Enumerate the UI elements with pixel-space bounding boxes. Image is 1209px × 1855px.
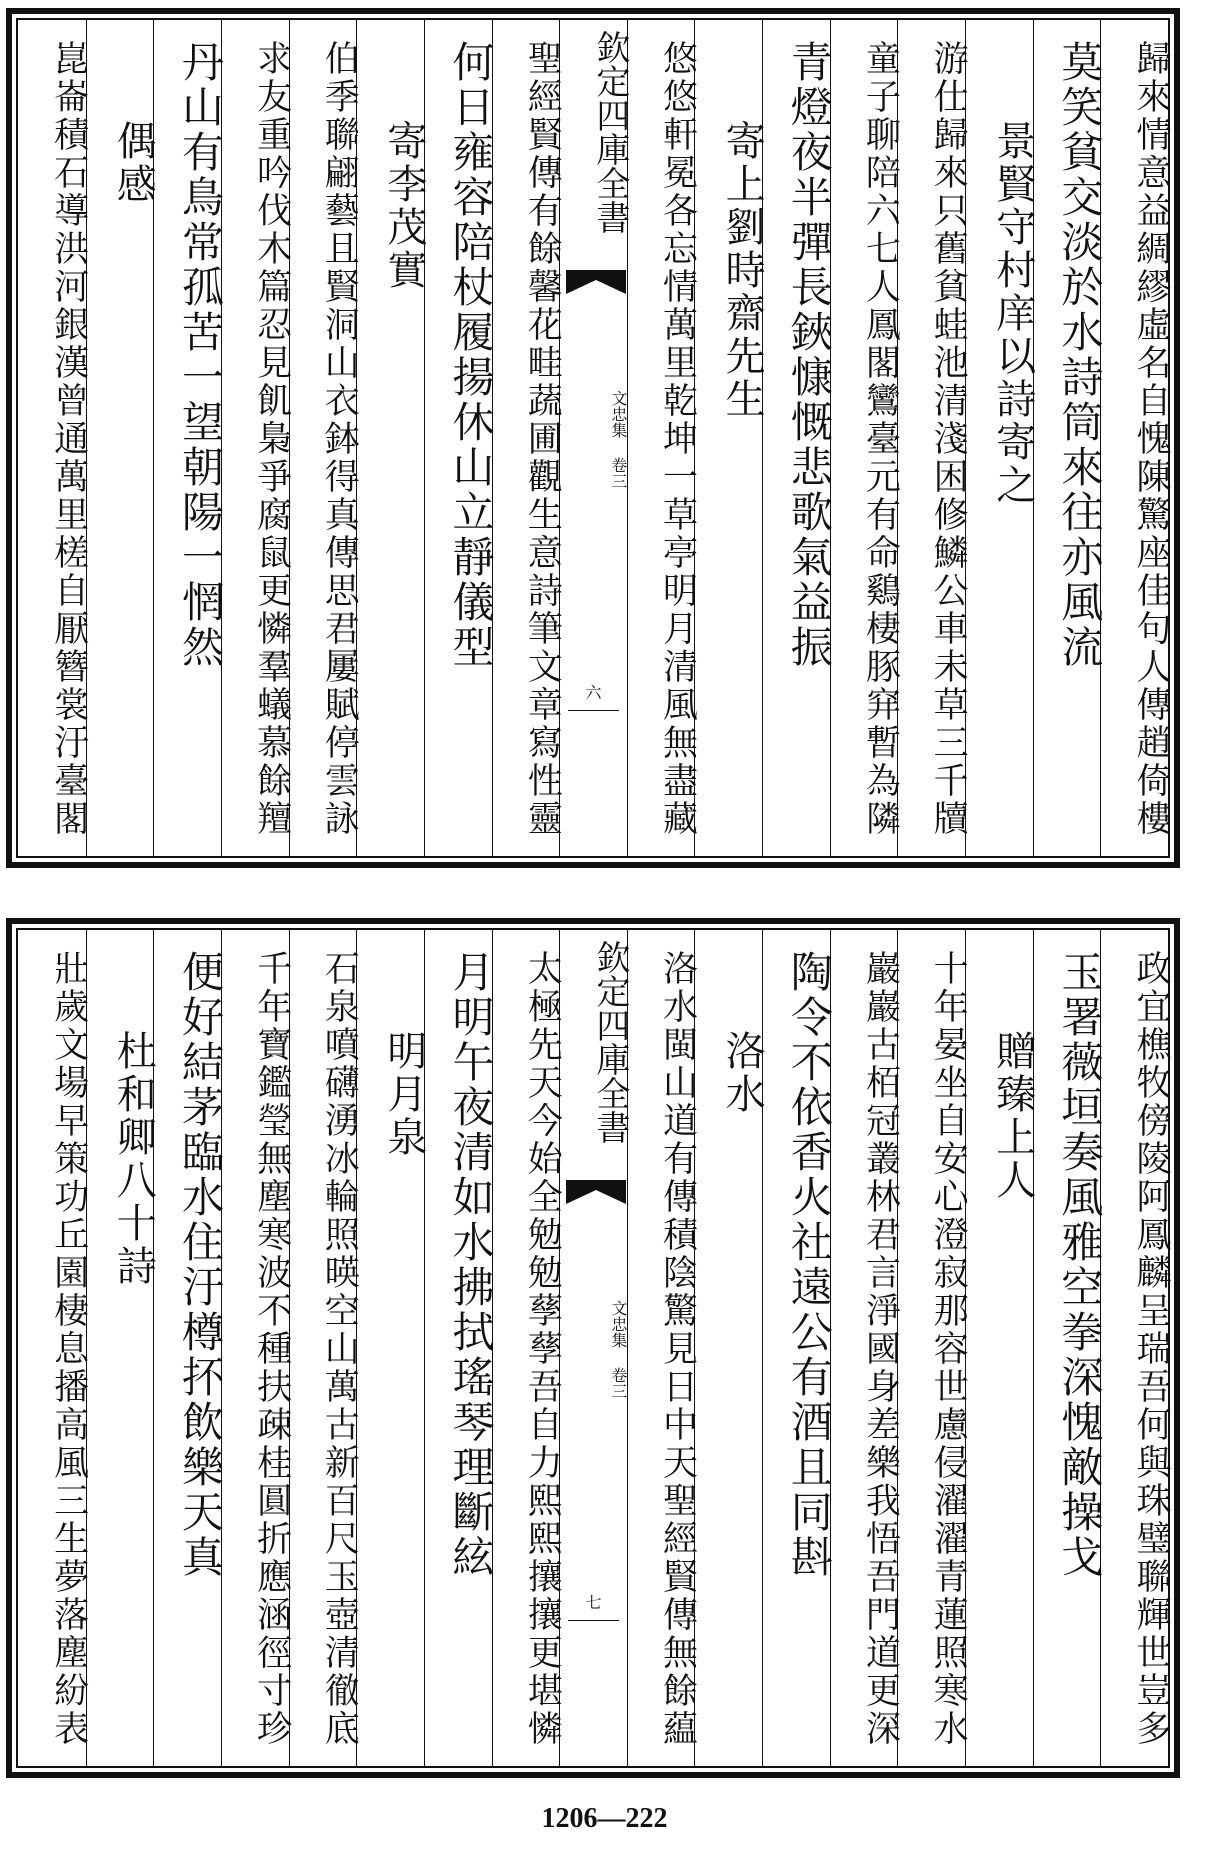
bottom-column-7 bbox=[627, 930, 698, 1766]
top-column-6 bbox=[694, 20, 766, 856]
bottom-column-9 bbox=[492, 930, 563, 1766]
bottom-page bbox=[6, 918, 1180, 1778]
bottom-page-frame bbox=[16, 928, 1170, 1768]
poem-line: 歸來情意益綢繆虛名自愧陳驚座佳句人傳趙倚樓 bbox=[1131, 40, 1171, 838]
poem-line: 童子聊陪六七人鳳閣鸞臺元有命鷄棲豚穽暫為隣 bbox=[860, 40, 901, 838]
top-column-9 bbox=[492, 20, 563, 856]
bottom-column-16 bbox=[18, 930, 89, 1766]
top-column-0 bbox=[1100, 20, 1171, 856]
fishtail-mark-icon bbox=[566, 270, 626, 294]
poem-line: 丹山有鳥常孤苦一望朝陽一惘然 bbox=[175, 40, 225, 670]
poem-title: 景賢守村庠以詩寄之 bbox=[989, 120, 1036, 507]
center-rule bbox=[568, 710, 619, 711]
bottom-column-5 bbox=[762, 930, 834, 1766]
poem-line: 游仕歸來只舊貧蛙池清淺困修鱗公車未草三千牘 bbox=[928, 40, 969, 838]
bottom-column-4 bbox=[830, 930, 901, 1766]
poem-line: 伯季聯翩藝且賢洞山衣鉢得真傳思君屢賦停雲詠 bbox=[319, 40, 360, 838]
poem-line: 聖經賢傳有餘馨花畦蔬圃觀生意詩筆文章寫性靈 bbox=[522, 40, 563, 838]
bottom-column-11 bbox=[356, 930, 427, 1766]
top-page bbox=[6, 8, 1180, 868]
poem-line: 石泉噴礴湧冰輪照暎空山萬古新百尺玉壺清徹底 bbox=[319, 950, 360, 1748]
top-column-14 bbox=[153, 20, 225, 856]
poem-line: 何日雍容陪杖履揚休山立靜儀型 bbox=[446, 40, 496, 670]
top-column-1 bbox=[1033, 20, 1105, 856]
bottom-column-12 bbox=[289, 930, 360, 1766]
bottom-column-2 bbox=[965, 930, 1036, 1766]
poem-title: 杜和卿八十詩 bbox=[110, 1030, 157, 1288]
volume-label: 文忠集 卷三 bbox=[608, 390, 628, 489]
page-footer-number: 1206—222 bbox=[541, 1803, 668, 1834]
bottom-column-0 bbox=[1100, 930, 1171, 1766]
top-column-12 bbox=[289, 20, 360, 856]
poem-line: 求友重吟伐木篇忍見飢梟爭腐鼠更憐羣蟻慕餘羶 bbox=[251, 40, 292, 838]
poem-line: 便好結茅臨水住汙樽抔飲樂天真 bbox=[175, 950, 225, 1580]
top-column-11 bbox=[356, 20, 427, 856]
top-column-5 bbox=[762, 20, 834, 856]
poem-title: 寄李茂實 bbox=[380, 120, 427, 292]
poem-line: 崑崙積石導洪河銀漢曾通萬里槎自厭簪裳汙臺閣 bbox=[48, 40, 89, 838]
top-column-8 bbox=[559, 20, 630, 856]
poem-line: 悠悠軒冕各忘情萬里乾坤一草亭明月清風無盡藏 bbox=[657, 40, 698, 838]
top-column-10 bbox=[424, 20, 496, 856]
bottom-column-15 bbox=[86, 930, 157, 1766]
top-column-13 bbox=[221, 20, 292, 856]
top-column-16 bbox=[18, 20, 89, 856]
leaf-number: 七 bbox=[585, 1593, 602, 1612]
poem-title: 明月泉 bbox=[380, 1030, 427, 1159]
bottom-column-10 bbox=[424, 930, 496, 1766]
top-column-2 bbox=[965, 20, 1036, 856]
center-rule bbox=[568, 1620, 619, 1621]
poem-title: 洛水 bbox=[719, 1030, 766, 1116]
poem-line: 莫笑貧交淡於水詩筒來往亦風流 bbox=[1055, 40, 1105, 670]
top-column-4 bbox=[830, 20, 901, 856]
library-title: 欽定四庫全書 bbox=[589, 30, 630, 234]
poem-line: 玉署薇垣奏風雅空拳深愧敵操戈 bbox=[1055, 950, 1105, 1580]
poem-line: 千年寶鑑瑩無塵寒波不種扶疎桂圓折應涵徑寸珍 bbox=[251, 950, 292, 1748]
volume-label: 文忠集 卷三 bbox=[608, 1300, 628, 1399]
fishtail-mark-icon bbox=[566, 1180, 626, 1204]
bottom-column-6 bbox=[694, 930, 766, 1766]
top-column-3 bbox=[897, 20, 969, 856]
poem-line: 青燈夜半彈長鋏慷慨悲歌氣益振 bbox=[784, 40, 834, 670]
bottom-column-1 bbox=[1033, 930, 1105, 1766]
poem-line: 巖巖古栢冠叢林君言淨國身差樂我悟吾門道更深 bbox=[860, 950, 901, 1748]
bottom-column-13 bbox=[221, 930, 292, 1766]
poem-line: 壯歲文場早策功丘園棲息播高風三生夢落塵紛表 bbox=[48, 950, 89, 1748]
poem-line: 月明午夜清如水拂拭瑤琴理斷絃 bbox=[446, 950, 496, 1580]
poem-line: 政宜樵牧傍陵阿鳳麟呈瑞吾何與珠璧聯輝世豈多 bbox=[1131, 950, 1171, 1748]
top-column-15 bbox=[86, 20, 157, 856]
library-title: 欽定四庫全書 bbox=[589, 940, 630, 1144]
poem-title: 贈臻上人 bbox=[989, 1030, 1036, 1202]
poem-line: 太極先天今始全勉勉孶孶吾自力熙熙攘攘更堪憐 bbox=[522, 950, 563, 1748]
poem-title: 偶感 bbox=[110, 120, 157, 206]
top-column-7 bbox=[627, 20, 698, 856]
bottom-column-8 bbox=[559, 930, 630, 1766]
leaf-number: 六 bbox=[585, 683, 602, 702]
poem-title: 寄上劉時齋先生 bbox=[719, 120, 766, 421]
top-page-frame bbox=[16, 18, 1170, 858]
poem-line: 十年晏坐自安心澄寂那容世慮侵濯濯青蓮照寒水 bbox=[928, 950, 969, 1748]
bottom-column-14 bbox=[153, 930, 225, 1766]
poem-line: 洛水閩山道有傳積陰驚見日中天聖經賢傳無餘藴 bbox=[657, 950, 698, 1748]
bottom-column-3 bbox=[897, 930, 969, 1766]
poem-line: 陶令不依香火社遠公有酒且同斟 bbox=[784, 950, 834, 1580]
